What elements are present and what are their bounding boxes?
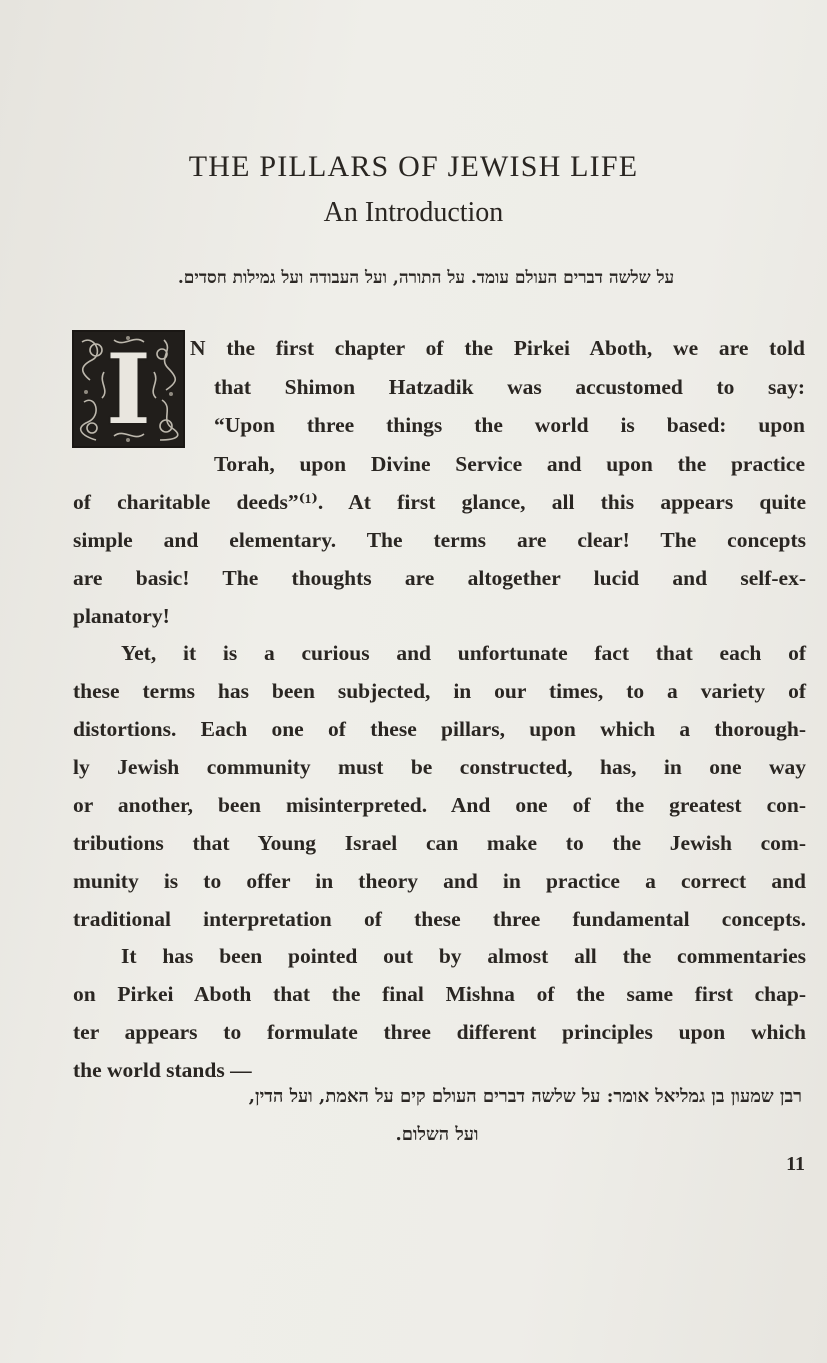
page-title: THE PILLARS OF JEWISH LIFE	[188, 150, 639, 183]
text-line: “Upon three things the world is based: upon	[214, 413, 805, 437]
text-line: traditional interpretation of these three fundamental concepts.	[73, 907, 806, 931]
hebrew-quote-top: על שלשה דברים העולם עומד. על התורה, ועל העבודה ועל גמילות חסדים.	[177, 268, 675, 288]
page-subtitle: An Introduction	[323, 197, 504, 228]
text-line: these terms has been subjected, in our times, to a variety of	[73, 679, 806, 703]
text-line: Yet, it is a curious and unfortunate fact that each of	[121, 641, 806, 665]
text-line: distortions. Each one of these pillars, upon which a thorough-	[73, 717, 806, 741]
drop-cap-letter: I	[106, 332, 151, 446]
text-line: or another, been misinterpreted. And one of the greatest con-	[73, 793, 806, 817]
text-line: that Shimon Hatzadik was accustomed to say:	[214, 374, 805, 399]
text-line: Torah, upon Divine Service and upon the practice	[214, 451, 805, 476]
ornamental-initial-icon	[72, 330, 185, 448]
paragraph-3	[73, 937, 806, 1089]
paragraph-2	[73, 634, 806, 938]
text-line: munity is to offer in theory and in practice a correct and	[73, 869, 806, 893]
paragraph-1-opening	[190, 329, 805, 483]
text-line: on Pirkei Aboth that the final Mishna of the same first chap-	[73, 982, 806, 1006]
text-line: of charitable deeds”⁽¹⁾. At first glance, all this appears quite	[73, 490, 806, 514]
text-line: are basic! The thoughts are altogether lucid and self-ex-	[73, 566, 806, 590]
text-line: simple and elementary. The terms are clear! The concepts	[73, 528, 806, 552]
text-line: ter appears to formulate three different principles upon which	[73, 1020, 806, 1044]
paragraph-1-continued	[73, 483, 806, 635]
page-number: 11	[786, 1153, 805, 1175]
hebrew-quote-bottom	[72, 1078, 802, 1154]
hebrew-line: ועל השלום.	[395, 1124, 479, 1145]
hebrew-line: רבן שמעון בן גמליאל אומר: על שלשה דברים העולם קים על האמת, ועל הדין,	[248, 1086, 802, 1107]
text-line: tributions that Young Israel can make to the Jewish com-	[73, 831, 806, 855]
text-line: It has been pointed out by almost all the commentaries	[121, 944, 806, 968]
text-line: planatory!	[73, 604, 170, 628]
text-line: N the first chapter of the Pirkei Aboth, we are told	[190, 336, 805, 360]
text-line: the world stands —	[73, 1058, 252, 1082]
text-line: ly Jewish community must be constructed, has, in one way	[73, 755, 806, 779]
